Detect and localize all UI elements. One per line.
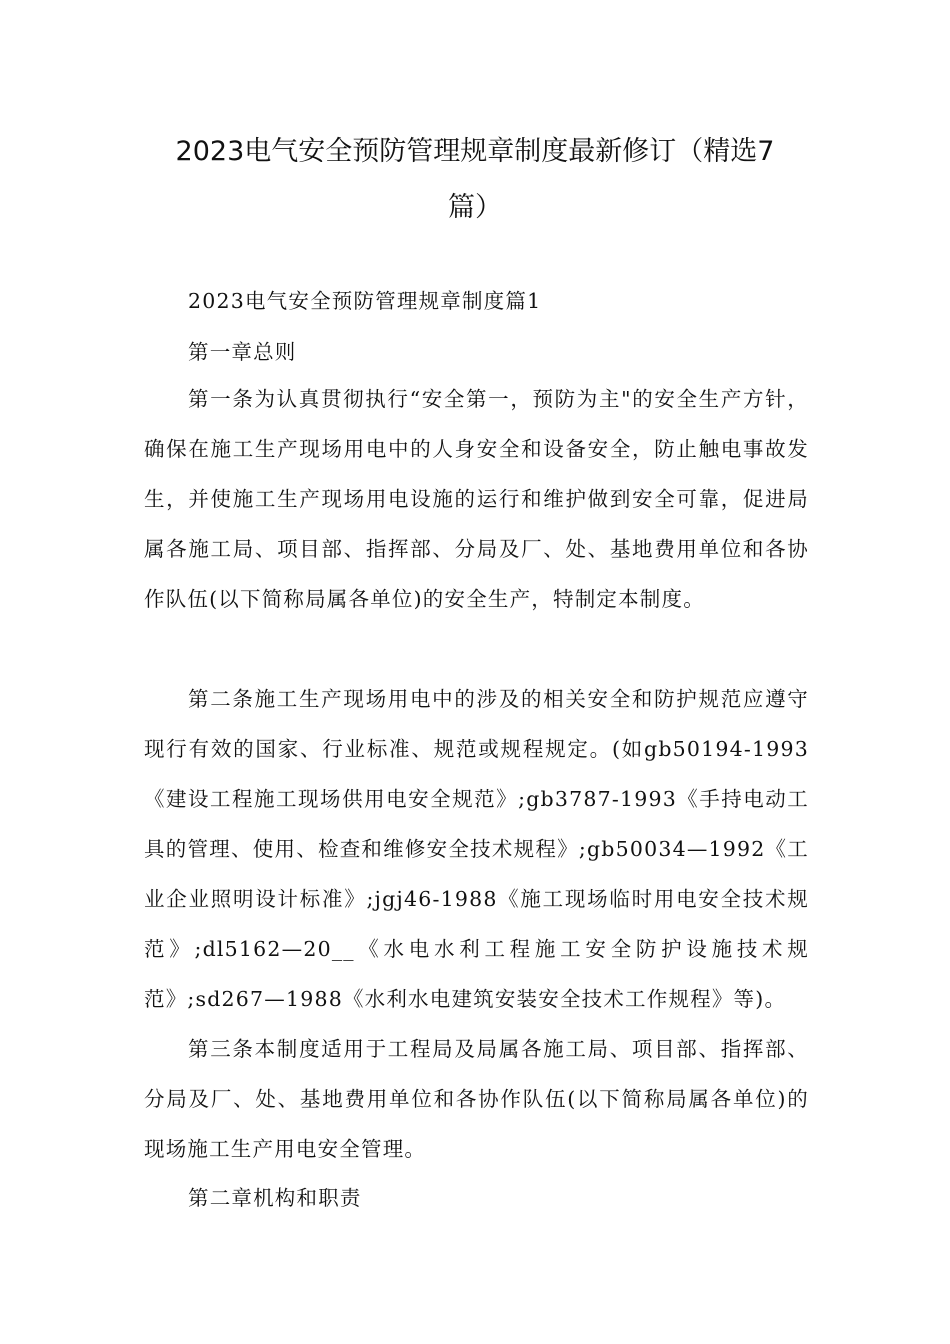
article-3-block	[144, 1024, 809, 1174]
article-1-block	[144, 374, 809, 624]
title-line-2: 篇）	[448, 192, 502, 223]
chapter-1-heading: 第一章总则	[188, 340, 297, 364]
article-3-paragraph: 第三条本制度适用于工程局及局属各施工局、项目部、指挥部、分局及厂、处、基地费用单位和各协作队伍(以下简称局属各单位)的现场施工生产用电安全管理。	[144, 1037, 809, 1161]
section-heading: 2023电气安全预防管理规章制度篇1	[188, 289, 542, 313]
article-1-paragraph: 第一条为认真贯彻执行“安全第一，预防为主"的安全生产方针，确保在施工生产现场用电中的人身安全和设备安全，防止触电事故发生，并使施工生产现场用电设施的运行和维护做到安全可靠，促进局属各施工局、项目部、指挥部、分局及厂、处、基地费用单位和各协作队伍(以下简称局属各单位)的安全生产，特制定本制度。	[144, 387, 809, 611]
chapter-2-heading: 第二章机构和职责	[188, 1186, 362, 1210]
article-2-block	[144, 674, 809, 1024]
title-line-1: 2023电气安全预防管理规章制度最新修订（精选7	[175, 136, 775, 167]
document-title	[140, 124, 810, 236]
article-2-paragraph: 第二条施工生产现场用电中的涉及的相关安全和防护规范应遵守现行有效的国家、行业标准、规范或规程规定。(如gb50194-1993《建设工程施工现场供用电安全规范》;gb3787-1993《手持电动工具的管理、使用、检查和维修安全技术规程》;gb50034—1992《工业企业照明设计标准》;jgj46-1988《施工现场临时用电安全技术规范》;dl5162—20__《水电水利工程施工安全防护设施技术规范》;sd267—1988《水利水电建筑安装安全技术工作规程》等)。	[144, 687, 809, 1011]
